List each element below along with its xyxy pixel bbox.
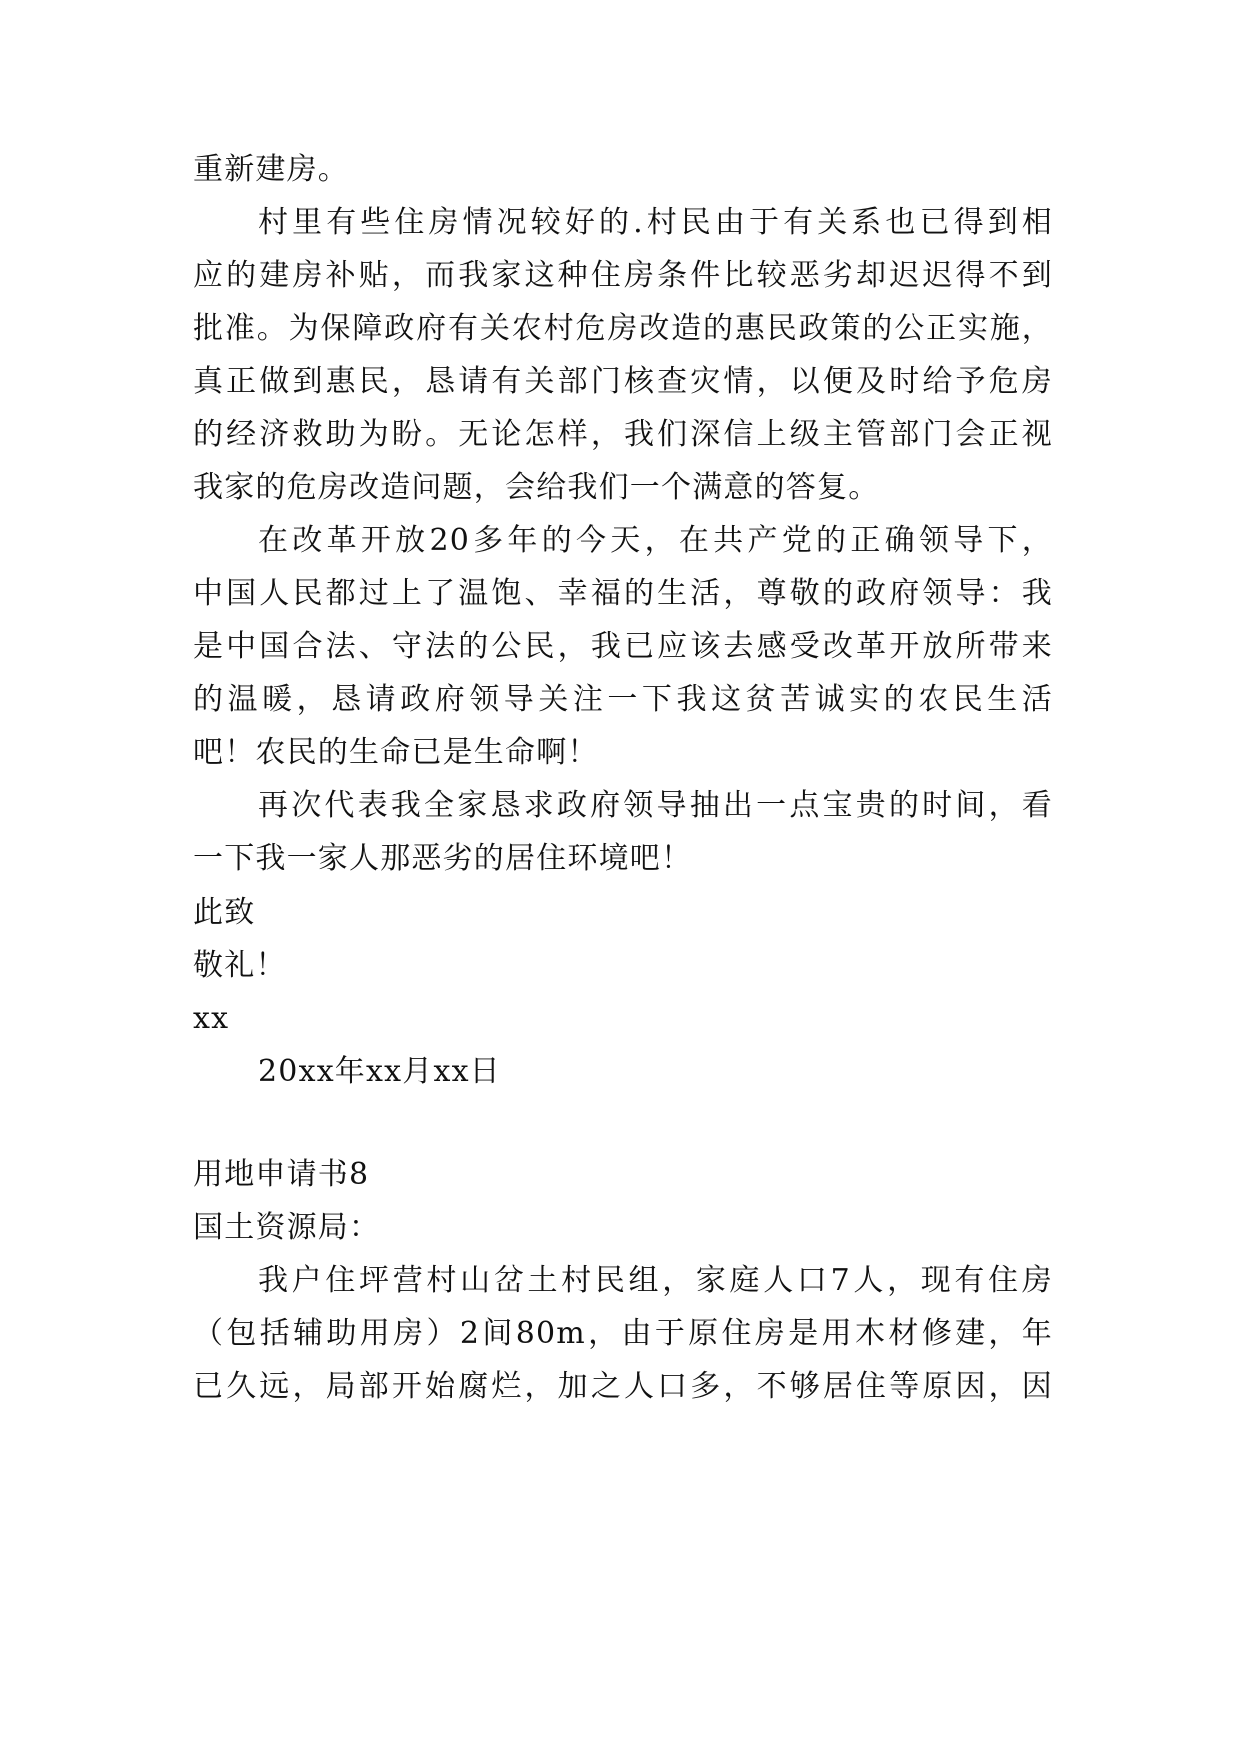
paragraph-line: 中国人民都过上了温饱、幸福的生活，尊敬的政府领导：我 [193,576,1053,611]
body-line: 重新建房。 [193,152,349,187]
paragraph-line: 我家的危房改造问题，会给我们一个满意的答复。 [193,470,880,505]
paragraph-line: 已久远，局部开始腐烂，加之人口多，不够居住等原因，因 [193,1369,1053,1404]
paragraph-line: 批准。为保障政府有关农村危房改造的惠民政策的公正实施， [193,311,1053,346]
paragraph-line: 一下我一家人那恶劣的居住环境吧！ [193,841,693,876]
paragraph-line: 再次代表我全家恳求政府领导抽出一点宝贵的时间，看 [258,788,1053,823]
paragraph-line: （包括辅助用房）2间80m，由于原住房是用木材修建，年 [193,1316,1053,1351]
section-title: 用地申请书8 [193,1157,370,1192]
paragraph-line: 在改革开放20多年的今天，在共产党的正确领导下， [258,523,1053,558]
paragraph-line: 吧！农民的生命已是生命啊！ [193,735,599,770]
signature-name: xx [193,1001,230,1036]
paragraph-line: 村里有些住房情况较好的.村民由于有关系也已得到相 [258,205,1053,240]
paragraph-line: 真正做到惠民，恳请有关部门核查灾情，以便及时给予危房 [193,364,1053,399]
closing-salutation: 敬礼！ [193,948,287,983]
paragraph-line: 的经济救助为盼。无论怎样，我们深信上级主管部门会正视 [193,417,1053,452]
paragraph-line: 是中国合法、守法的公民，我已应该去感受改革开放所带来 [193,629,1053,664]
paragraph-line: 应的建房补贴，而我家这种住房条件比较恶劣却迟迟得不到 [193,258,1053,293]
recipient: 国土资源局： [193,1210,381,1245]
closing-line: 此致 [193,895,256,930]
paragraph-line: 的温暖，恳请政府领导关注一下我这贫苦诚实的农民生活 [193,682,1053,717]
paragraph-line: 我户住坪营村山岔土村民组，家庭人口7人，现有住房 [258,1263,1053,1298]
signature-date: 20xx年xx月xx日 [258,1054,501,1089]
